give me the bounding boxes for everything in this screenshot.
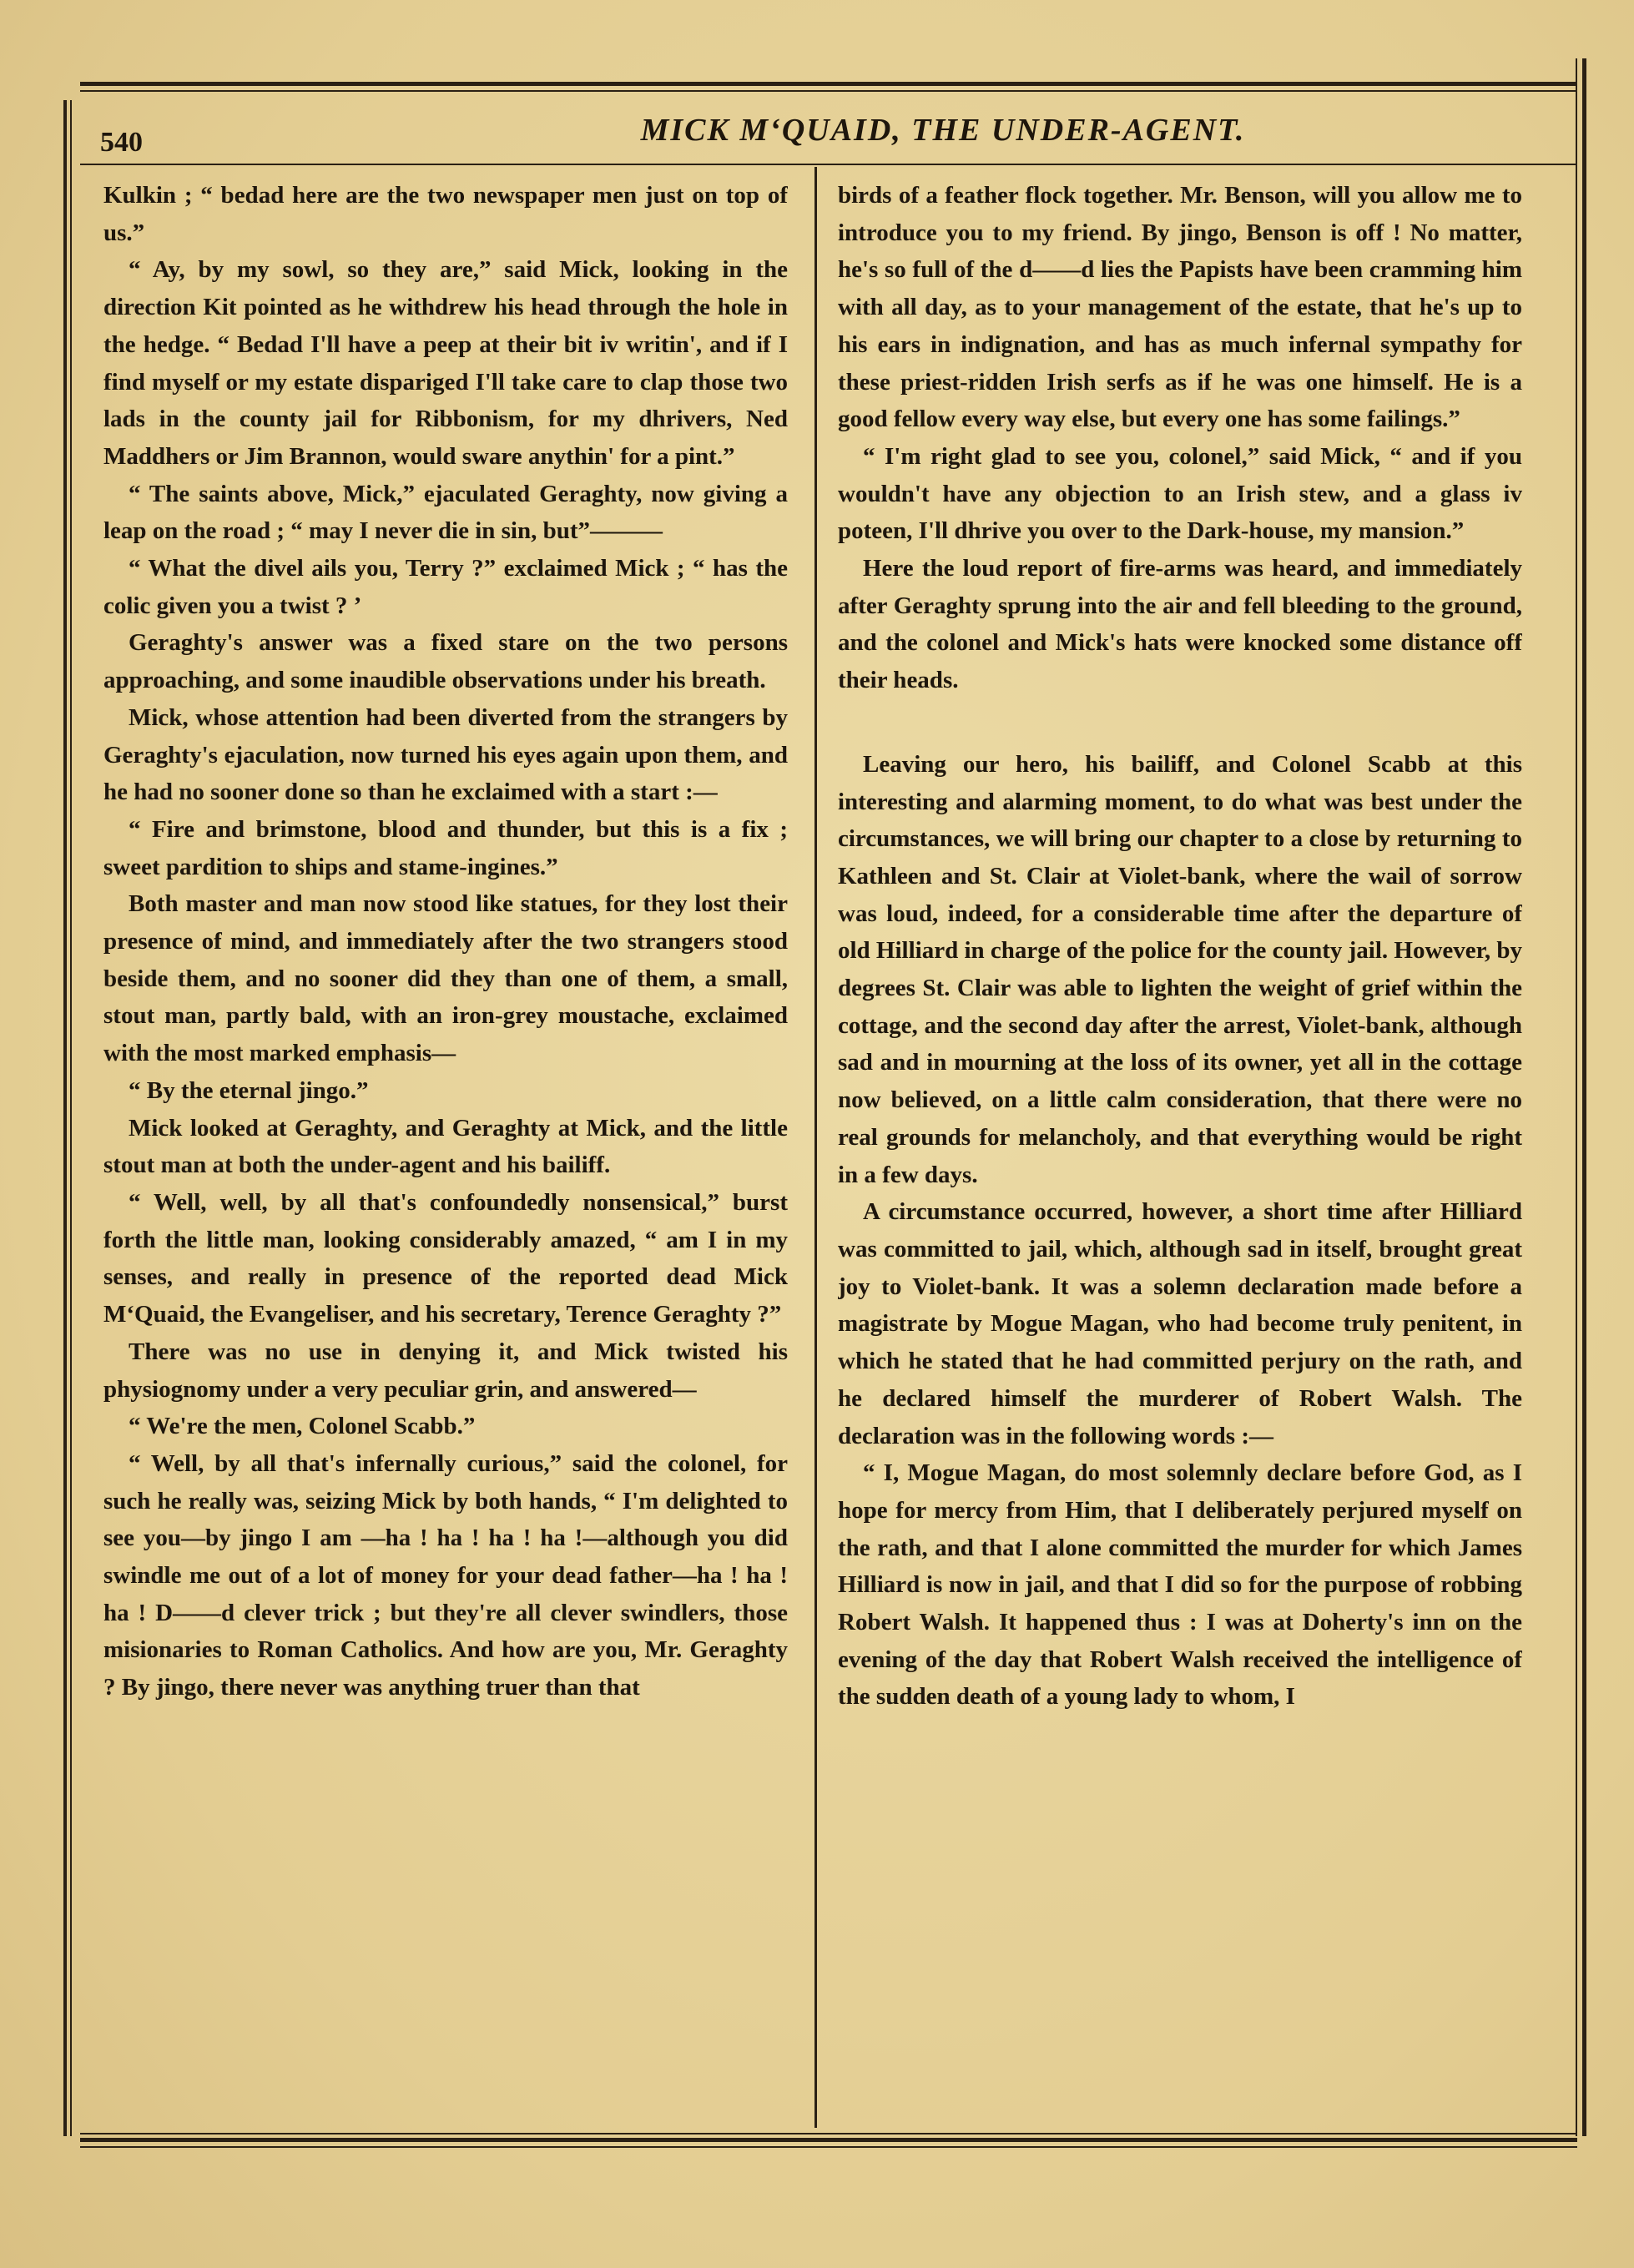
right-border-rule-inner	[1576, 58, 1577, 2136]
bottom-rule-thick	[80, 2138, 1577, 2142]
paragraph: “ Ay, by my sowl, so they are,” said Mick, looking in the direction Kit pointed as he withdrew his head through the hole in the hedge. “ Bedad I'll have a peep at their bit iv writin', and if I find myself or my estate dispariged I'll take care to clap those two lads in the county jail for Ribbonism, for my dhrivers, Ned Maddhers or Jim Brannon, would sware anythin' for a pint.”	[103, 256, 788, 470]
paragraph: Mick looked at Geraghty, and Geraghty at Mick, and the little stout man at both the under-agent and his bailiff.	[103, 1114, 788, 1179]
paragraph: There was no use in denying it, and Mick twisted his physiognomy under a very peculiar grin, and answered—	[103, 1338, 788, 1403]
paragraph: Kulkin ; “ bedad here are the two newspaper men just on top of us.”	[103, 182, 788, 246]
top-rule-thick	[80, 82, 1577, 86]
paragraph: “ Well, by all that's infernally curious,” said the colonel, for such he really was, seizing Mick by both hands, “ I'm delighted to see you—by jingo I am —ha ! ha ! ha ! ha !—although you did swindle me out of a lot of money for your dead father—ha ! ha ! ha ! D——d clever trick ; but they're all clever swindlers, those misionaries to Roman Catholics. And how are you, Mr. Geraghty ? By jingo, there never was anything truer than that	[103, 1449, 788, 1701]
paragraph: Here the loud report of fire-arms was heard, and immediately after Geraghty sprung into the air and fell bleeding to the ground, and the colonel and Mick's hats were knocked some distance off their heads.	[838, 555, 1522, 694]
right-border-rule	[1582, 58, 1586, 2136]
running-title: MICK M‘QUAID, THE UNDER-AGENT.	[640, 113, 1246, 148]
left-border-rule-inner	[70, 100, 72, 2136]
section-break	[838, 699, 1522, 746]
paragraph: Leaving our hero, his bailiff, and Colonel Scabb at this interesting and alarming moment, to do what was best under the circumstances, we will bring our chapter to a close by returning to Kathleen and St. Clair at Violet-bank, where the wail of sorrow was loud, indeed, for a considerable time after the departure of old Hilliard in charge of the police for the county jail. However, by degrees St. Clair was able to lighten the weight of grief within the cottage, and the second day after the arrest, Violet-bank, although sad and in mourning at the loss of its owner, yet all in the cottage now believed, on a little calm consideration, that there were no real grounds for melancholy, and that everything would be right in a few days.	[838, 750, 1522, 1188]
column-divider	[814, 167, 817, 2128]
paragraph: birds of a feather flock together. Mr. Benson, will you allow me to introduce you to my friend. By jingo, Benson is off ! No matter, he's so full of the d——d lies the Papists have been cramming him with all day, as to your management of the estate, that he's up to his ears in indignation, and has as much infernal sympathy for these priest-ridden Irish serfs as if he was one himself. He is a good fellow every way else, but every one has some failings.”	[838, 182, 1522, 433]
top-rule-thin	[80, 90, 1577, 92]
left-border-rule	[63, 100, 67, 2136]
right-column	[838, 177, 1522, 2125]
bottom-rule-thin-2	[80, 2146, 1577, 2148]
paragraph: “ What the divel ails you, Terry ?” exclaimed Mick ; “ has the colic given you a twist ? ’	[103, 555, 788, 619]
paragraph: “ I, Mogue Magan, do most solemnly declare before God, as I hope for mercy from Him, that I deliberately perjured myself on the rath, and that I alone committed the murder for which James Hilliard is now in jail, and that I did so for the purpose of robbing Robert Walsh. It happened thus : I was at Doherty's inn on the evening of the day that Robert Walsh received the intelligence of the sudden death of a young lady to whom, I	[838, 1459, 1522, 1711]
paragraph: “ By the eternal jingo.”	[129, 1076, 369, 1104]
paragraph: “ The saints above, Mick,” ejaculated Geraghty, now giving a leap on the road ; “ may I never die in sin, but”———	[103, 480, 788, 545]
header-rule	[80, 164, 1577, 165]
left-column	[103, 177, 788, 2125]
paragraph: A circumstance occurred, however, a short time after Hilliard was committed to jail, which, although sad in itself, brought great joy to Violet-bank. It was a solemn declaration made before a magistrate by Mogue Magan, who had become truly penitent, in which he stated that he had committed perjury on the rath, and he declared himself the murderer of Robert Walsh. The declaration was in the following words :—	[838, 1198, 1522, 1449]
paragraph: Mick, whose attention had been diverted from the strangers by Geraghty's ejaculation, now turned his eyes again upon them, and he had no sooner done so than he exclaimed with a start :—	[103, 703, 788, 806]
page-header	[67, 93, 1569, 160]
paragraph: “ Well, well, by all that's confoundedly nonsensical,” burst forth the little man, looking considerably amazed, “ am I in my senses, and really in presence of the reported dead Mick M‘Quaid, the Evangeliser, and his secretary, Terence Geraghty ?”	[103, 1188, 788, 1328]
paragraph: “ We're the men, Colonel Scabb.”	[129, 1413, 476, 1440]
paragraph: Geraghty's answer was a fixed stare on the two persons approaching, and some inaudible observations under his breath.	[103, 629, 788, 694]
paragraph: “ I'm right glad to see you, colonel,” said Mick, “ and if you wouldn't have any objection to an Irish stew, and a glass iv poteen, I'll dhrive you over to the Dark-house, my mansion.”	[838, 442, 1522, 545]
paragraph: “ Fire and brimstone, blood and thunder, but this is a fix ; sweet pardition to ships and stame-ingines.”	[103, 815, 788, 880]
bottom-rule-thin	[80, 2133, 1577, 2134]
paragraph: Both master and man now stood like statues, for they lost their presence of mind, and immediately after the two strangers stood beside them, and no sooner did they than one of them, a small, stout man, partly bald, with an iron-grey moustache, exclaimed with the most marked emphasis—	[103, 890, 788, 1067]
page-number: 540	[100, 127, 143, 158]
